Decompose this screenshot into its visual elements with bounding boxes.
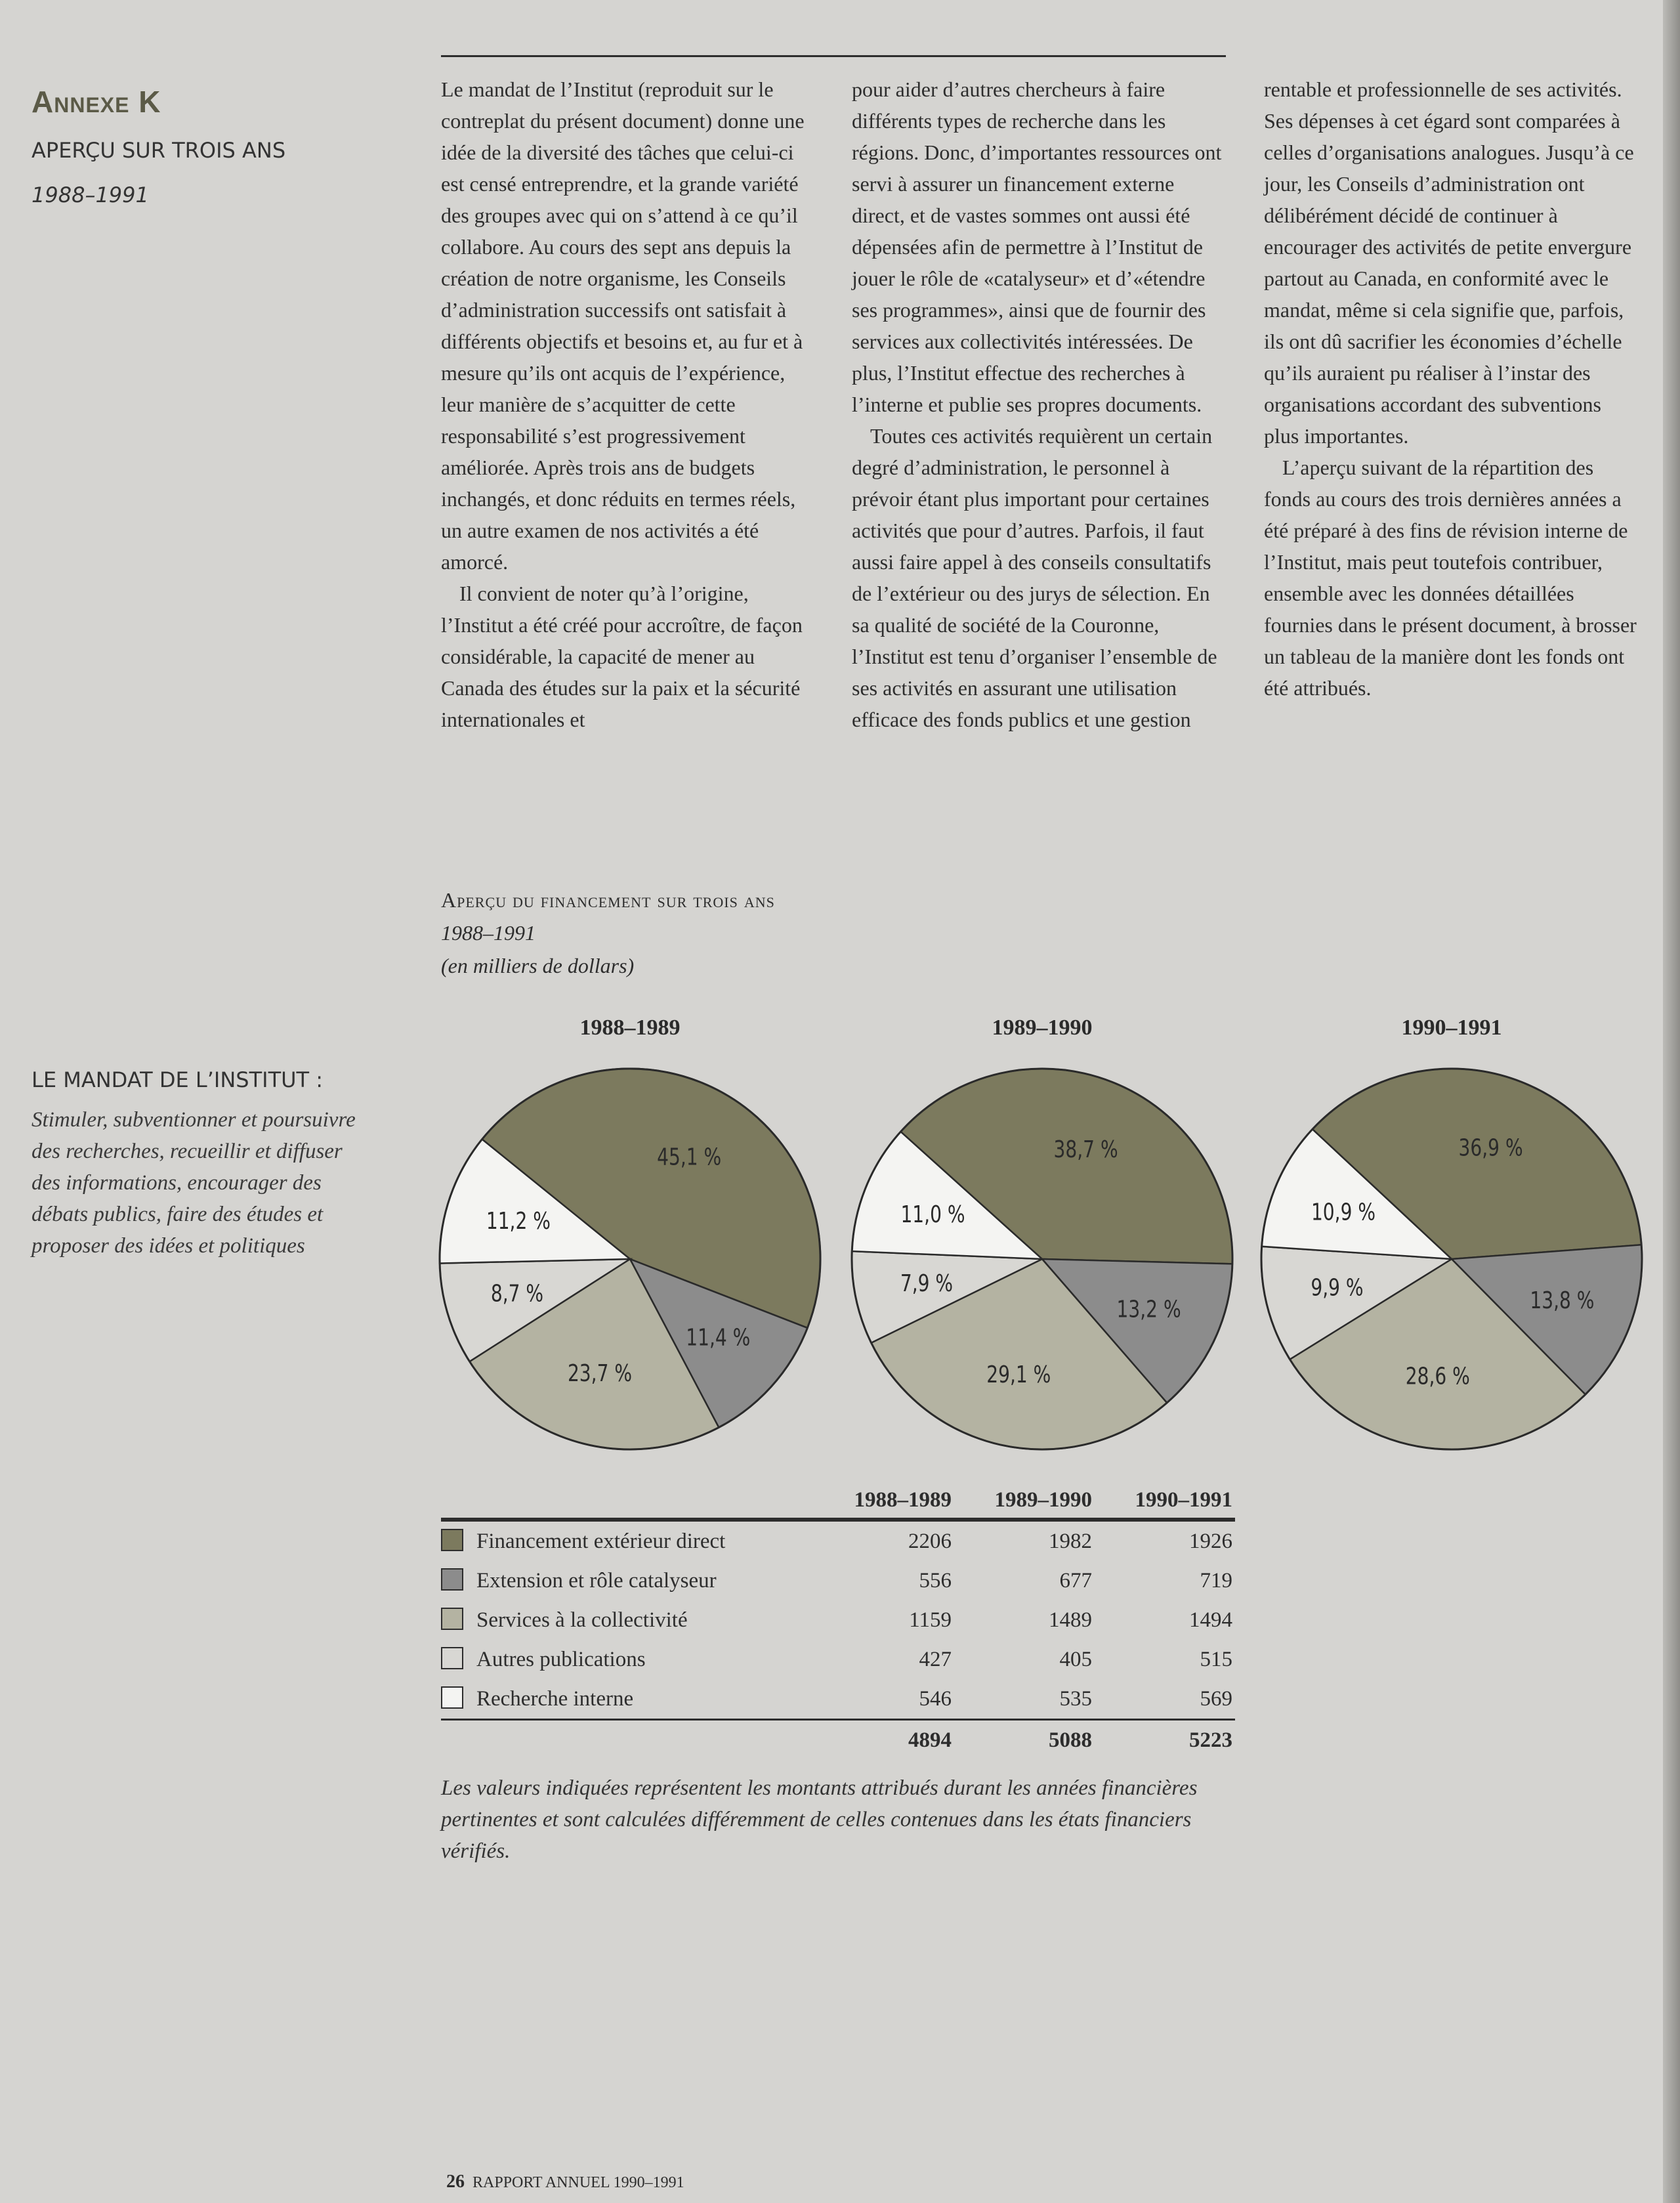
slice-label: 23,7 % [567, 1359, 633, 1387]
table-cell: 1926 [1189, 1529, 1232, 1553]
mandate-text [32, 1104, 399, 1262]
table-row [441, 1600, 1235, 1640]
total-cell: 4894 [814, 1720, 954, 1761]
slice-label: 11,0 % [900, 1200, 965, 1229]
table-cell: 427 [919, 1647, 952, 1671]
slice-label: 10,9 % [1311, 1198, 1376, 1226]
column-header: 1988–1989 [814, 1476, 954, 1520]
mandate-line: proposer des idées et politiques [32, 1234, 305, 1258]
page-edge [1663, 0, 1680, 2203]
slice-label: 28,6 % [1405, 1362, 1470, 1390]
legend-swatch [441, 1529, 463, 1551]
paragraph: Il convient de noter qu’à l’origine, l’Institut a été créé pour accroître, de façon considérable, la capacité de mener au Canada des études sur la paix et la sécurité internationales et [441, 582, 803, 731]
table-row [441, 1640, 1235, 1679]
pie-title: 1988–1989 [579, 1016, 681, 1040]
slice-label: 29,1 % [986, 1360, 1051, 1389]
total-cell: 5088 [954, 1720, 1095, 1761]
paragraph: L’aperçu suivant de la répartition des fonds au cours des trois dernières années a été préparé à des fins de révision interne de l’Institut, mais peut toutefois contribuer, ensemble avec les données détaillées fournies dans le présent document, à brosser un tableau de la manière dont les fonds ont été attribués. [1264, 456, 1637, 700]
row-label: Financement extérieur direct [441, 1520, 814, 1561]
table-cell: 546 [919, 1686, 952, 1711]
table-header-row [441, 1476, 1235, 1520]
paragraph: rentable et professionnelle de ses activités. Ses dépenses à cet égard sont comparées à celles d’organisations analogues. Jusqu’à ce jour, les Conseils d’administration ont délibérément décidé de continuer à encourager des activités de petite envergure partout au Canada, en conformité avec le mandat, même si cela signifie que, parfois, ils ont dû sacrifier les économies d’échelle qu’ils auraient pu réaliser à l’instar des organisations accordant des subventions plus importantes. [1264, 77, 1634, 448]
table-cell: 1159 [909, 1608, 952, 1632]
funding-table [441, 1476, 1235, 1760]
chart-caption [441, 884, 775, 982]
table-cell: 1494 [1189, 1608, 1232, 1632]
legend-swatch [441, 1608, 463, 1630]
mandate-line: débats publics, faire des études et [32, 1203, 324, 1226]
mandate-heading: LE MANDAT DE L’INSTITUT : [32, 1067, 324, 1092]
slice-label: 9,9 % [1311, 1273, 1364, 1302]
table-cell: 569 [1200, 1686, 1232, 1711]
table-cell: 2206 [908, 1529, 952, 1553]
legend-swatch [441, 1647, 463, 1669]
mandate-line: des informations, encourager des [32, 1171, 322, 1195]
page-number: 26 [446, 2171, 465, 2192]
table-cell: 515 [1200, 1647, 1232, 1671]
mandate-line: des recherches, recueillir et diffuser [32, 1140, 343, 1163]
table-cell: 1489 [1049, 1608, 1092, 1632]
slice-label: 38,7 % [1053, 1135, 1118, 1163]
table-total-row [441, 1720, 1235, 1761]
slice-label: 7,9 % [900, 1269, 954, 1297]
row-label: Extension et rôle catalyseur [441, 1561, 814, 1600]
slice-label: 8,7 % [490, 1279, 544, 1308]
top-rule [441, 55, 1226, 57]
chart-caption-title: Aperçu du financement sur trois ans [441, 888, 775, 912]
table-cell: 1982 [1049, 1529, 1092, 1553]
slice-label: 36,9 % [1458, 1133, 1523, 1162]
paragraph: Le mandat de l’Institut (reproduit sur le contreplat du présent document) donne une idée de la diversité des tâches que celui-ci est censé entreprendre, et la grande variété des groupes avec qui on s’attend à ce qu’il collabore. Au cours des sept ans depuis la création de notre organisme, les Conseils d’administration successifs ont satisfait à différents objectifs et besoins et, au fur et à mesure qu’ils ont acquis de l’expérience, leur manière de s’acquitter de cette responsabilité s’est progressivement améliorée. Après trois ans de budgets inchangés, et donc réduits en termes réels, un autre examen de nos activités a été amorcé. [441, 77, 805, 574]
total-cell: 5223 [1095, 1720, 1235, 1761]
text-column-2 [852, 74, 1232, 735]
table-row [441, 1679, 1235, 1720]
slice-label: 11,2 % [486, 1207, 551, 1235]
table-cell: 677 [1059, 1568, 1092, 1593]
pie-charts [433, 1011, 1654, 1457]
chart-caption-years: 1988–1991 [441, 921, 536, 945]
page-footer [446, 2171, 684, 2192]
table-row [441, 1520, 1235, 1561]
table-cell: 719 [1200, 1568, 1232, 1593]
mandate-line: Stimuler, subventionner et poursuivre [32, 1108, 356, 1132]
annex-title: Annexe K [32, 85, 161, 119]
slice-label: 13,8 % [1530, 1286, 1595, 1314]
table-row [441, 1561, 1235, 1600]
text-column-3 [1264, 74, 1638, 704]
annex-years: 1988–1991 [32, 182, 149, 207]
pie-title: 1989–1990 [992, 1016, 1093, 1040]
footer-text: RAPPORT ANNUEL 1990–1991 [472, 2174, 684, 2191]
legend-swatch [441, 1568, 463, 1591]
table-note: Les valeurs indiquées représentent les montants attribués durant les années financières pertinentes et sont calculées différemment de celles contenues dans les états financiers vérifiés. [441, 1776, 1198, 1863]
table-cell: 405 [1059, 1647, 1092, 1671]
slice-label: 45,1 % [657, 1142, 722, 1171]
table-cell: 556 [919, 1568, 952, 1593]
column-header: 1990–1991 [1095, 1476, 1235, 1520]
text-column-1 [441, 74, 822, 735]
pie-title: 1990–1991 [1401, 1016, 1502, 1040]
legend-swatch [441, 1686, 463, 1709]
annex-subtitle: APERÇU SUR TROIS ANS [32, 138, 286, 163]
column-header: 1989–1990 [954, 1476, 1095, 1520]
paragraph: Toutes ces activités requièrent un certain degré d’administration, le personnel à prévoir étant plus important pour certaines activités que pour d’autres. Parfois, il faut aussi faire appel à des conseils consultatifs de l’extérieur ou des jurys de sélection. En sa qualité de société de la Couronne, l’Institut est tenu d’organiser l’ensemble de ses activités en assurant une utilisation efficace des fonds publics et une gestion [852, 424, 1217, 731]
slice-label: 13,2 % [1116, 1295, 1181, 1323]
slice-label: 11,4 % [686, 1323, 751, 1352]
row-label: Recherche interne [441, 1679, 814, 1720]
table-cell: 535 [1059, 1686, 1092, 1711]
chart-caption-units: (en milliers de dollars) [441, 954, 635, 977]
row-label: Services à la collectivité [441, 1600, 814, 1640]
row-label: Autres publications [441, 1640, 814, 1679]
paragraph: pour aider d’autres chercheurs à faire différents types de recherche dans les régions. Donc, d’importantes ressources ont servi à assurer un financement externe direct, et de vastes sommes ont aussi été dépensées afin de permettre à l’Institut de jouer le rôle de «catalyseur» et d’«étendre ses programmes», ainsi que de fournir des services aux collectivités intéressées. De plus, l’Institut effectue des recherches à l’interne et publie ses propres documents. [852, 77, 1222, 416]
